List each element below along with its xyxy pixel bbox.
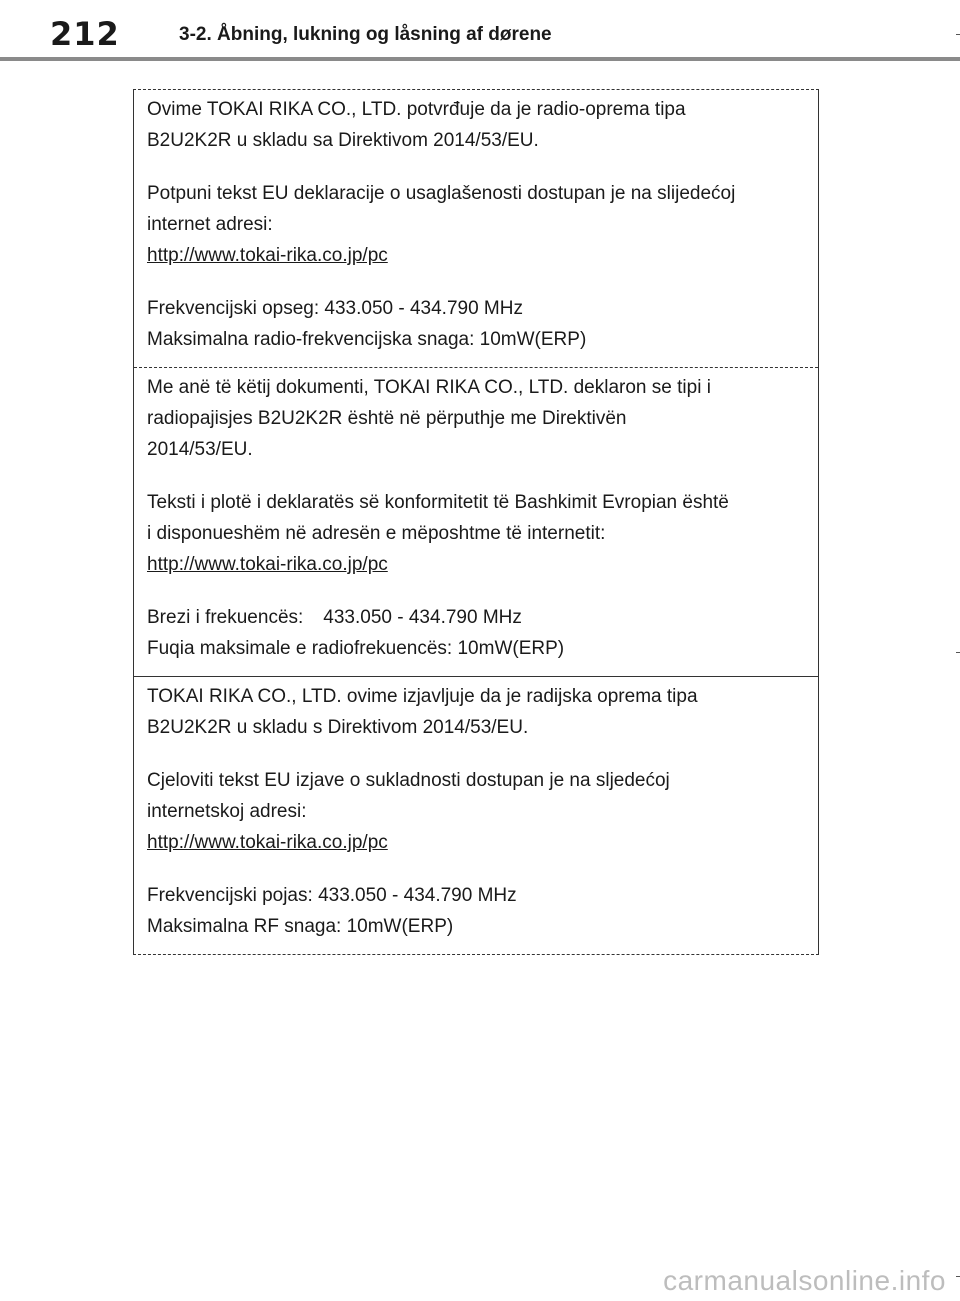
power-line (147, 911, 818, 942)
statement-line: B2U2K2R u skladu sa Direktivom 2014/53/EU. (147, 130, 539, 151)
edge-mark (956, 1276, 960, 1277)
fulltext-line: Teksti i plotë i deklaratës së konformitetit të Bashkimit Evropian është (147, 492, 729, 513)
power-label: Maksimalna RF snaga: (147, 916, 342, 937)
frequency-value: 433.050 - 434.790 MHz (318, 885, 517, 906)
statement-line: 2014/53/EU. (147, 439, 253, 460)
page-number: 212 (50, 15, 120, 53)
power-label: Maksimalna radio-frekvencijska snaga: (147, 329, 475, 350)
power-value: 10mW(ERP) (479, 329, 587, 350)
statement-line: radiopajisjes B2U2K2R është në përputhje me Direktivën (147, 408, 627, 429)
frequency-value: 433.050 - 434.790 MHz (323, 607, 522, 628)
frequency-label: Brezi i frekuencës: (147, 607, 304, 628)
statement-line: TOKAI RIKA CO., LTD. ovime izjavljuje da je radijska oprema tipa (147, 686, 698, 707)
frequency-line (147, 880, 818, 911)
statement-line: B2U2K2R u skladu s Direktivom 2014/53/EU. (147, 717, 529, 738)
statement-line: Me anë të këtij dokumenti, TOKAI RIKA CO., LTD. deklaron se tipi i (147, 377, 711, 398)
declaration-albanian (134, 367, 818, 676)
section-title: 3-2. Åbning, lukning og låsning af dørene (179, 24, 552, 45)
frequency-label: Frekvencijski pojas: (147, 885, 313, 906)
edge-mark (956, 652, 960, 653)
power-line (147, 633, 818, 664)
power-label: Fuqia maksimale e radiofrekuencës: (147, 638, 453, 659)
fulltext-line: Cjeloviti tekst EU izjave o sukladnosti dostupan je na sljedećoj (147, 770, 670, 791)
statement-line: Ovime TOKAI RIKA CO., LTD. potvrđuje da je radio-oprema tipa (147, 99, 686, 120)
declaration-box (133, 89, 819, 955)
header-rule (0, 57, 960, 61)
frequency-value: 433.050 - 434.790 MHz (324, 298, 523, 319)
power-value: 10mW(ERP) (346, 916, 454, 937)
frequency-line (147, 293, 818, 324)
frequency-line (147, 602, 818, 633)
power-line (147, 324, 818, 355)
page-header (0, 0, 960, 62)
edge-mark (956, 34, 960, 35)
declaration-url-link[interactable]: http://www.tokai-rika.co.jp/pc (147, 832, 388, 853)
fulltext-line: internetskoj adresi: (147, 801, 307, 822)
fulltext-line: i disponueshëm në adresën e mëposhtme të internetit: (147, 523, 606, 544)
fulltext-line: internet adresi: (147, 214, 273, 235)
frequency-label: Frekvencijski opseg: (147, 298, 320, 319)
declaration-serbian-montenegrin (134, 90, 818, 367)
fulltext-line: Potpuni tekst EU deklaracije o usaglašenosti dostupan je na slijedećoj (147, 183, 736, 204)
declaration-url-link[interactable]: http://www.tokai-rika.co.jp/pc (147, 554, 388, 575)
watermark: carmanualsonline.info (663, 1265, 946, 1296)
declaration-url-link[interactable]: http://www.tokai-rika.co.jp/pc (147, 245, 388, 266)
declaration-croatian (134, 676, 818, 954)
power-value: 10mW(ERP) (457, 638, 565, 659)
